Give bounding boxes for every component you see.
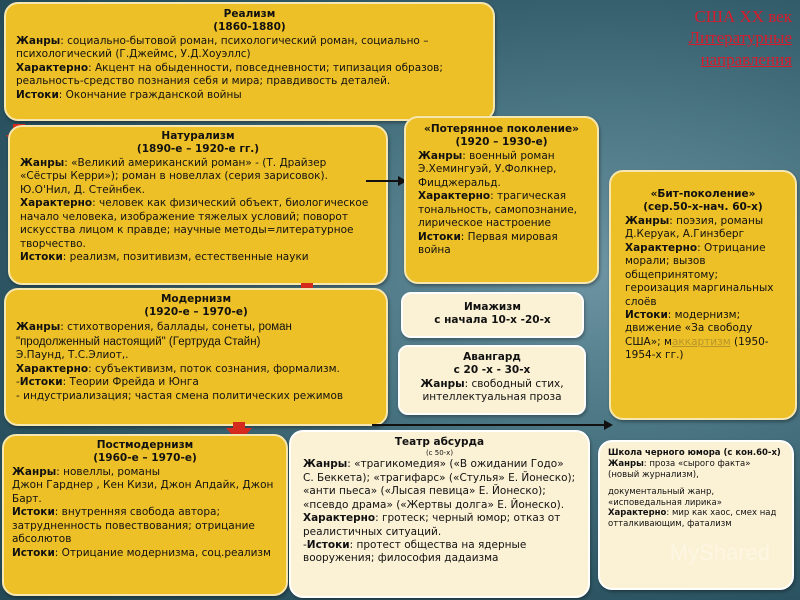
black-humor-box [598,440,794,590]
modernism-genres: : стихотворения, баллады, сонеты, [60,320,256,333]
arrow-right-2-line [372,424,606,426]
black-humor-title: Школа черного юмора (с кон.60-х) [608,448,781,458]
label-sources: Истоки [12,506,55,519]
postmodernism-sources: : Отрицание модернизма, соц.реализм [54,546,271,559]
watermark-logo: MyShared [669,540,770,565]
modernism-title: Модернизм [160,293,232,305]
label-genres: Жанры [20,156,65,169]
beat-traits: : Отрицание морали; вызов общепринятому; героизация маргинальных слоёв [625,241,774,308]
absurd-genres: : «трагикомедия» («В ожидании Годо» С. Беккета); «трагифарс» («Стулья» Е. Йонеско); «анти пьеса» («Лысая певица» Е. Йонеско); «псевдо драма» («Жертвы долга» Е. Йонеско). [303,458,576,511]
absurd-traits: : гротеск; черный юмор; отказ от реалистичных ситуаций. [303,512,561,538]
label-genres: Жанры [608,458,644,469]
slide-title-line2: Литературные [688,28,792,48]
label-sources: Истоки [16,88,59,101]
label-genres: Жанры [16,34,61,47]
modernism-traits: : субъективизм, поток сознания, формализм. [88,362,340,375]
lost-generation-box [404,116,599,284]
black-humor-traits: : мир как хаос, смех над отталкивающим, фатализм [608,508,777,530]
avantgarde-years: с 20 -х - 30-х [453,364,531,377]
label-traits: Характерно [16,362,89,375]
realism-box [4,2,495,121]
naturalism-years: (1890-е – 1920-е гг.) [136,143,260,156]
postmodernism-box [2,434,288,596]
label-traits: Характерно [608,508,667,519]
absurd-title: Театр абсурда [394,436,485,448]
avantgarde-title: Авангард [463,351,521,363]
absurd-sources: : протест общества на ядерные вооружения; философия дадаизма [303,539,527,565]
naturalism-box [8,125,388,285]
realism-years: (1860-1880) [213,21,286,34]
beat-sources-a: : модернизм; движение «За свободу США»; м [625,308,753,348]
label-genres: Жанры [420,377,465,390]
lost-generation-genres: : военный роман Э.Хемингуэй, У.Фолкнер, Фицджеральд. [418,149,557,189]
modernism-extra: - индустриализация; частая смена политических режимов [16,389,344,402]
label-sources: Истоки [19,376,63,389]
imagism-years: с начала 10-х -20-х [434,314,551,327]
black-humor-genres: : проза «сырого факта» (новый журнализм), [608,458,751,480]
black-humor-line2: документальный жанр, «исповедальная лирика» [608,486,722,508]
beat-sources-b: (1950-1954-х гг.) [625,335,769,362]
label-sources: Истоки [20,250,63,263]
postmodernism-years: (1960-е – 1970-е) [93,452,197,465]
naturalism-genres: : «Великий американский роман» - (Т. Драйзер «Сёстры Керри»); роман в новеллах (серия зарисовок). Ю.О'Нил, Д. Стейнбек. [20,156,328,196]
label-traits: Характерно [418,190,491,203]
avantgarde-genres: : свободный стих, интеллектуальная проза [422,377,564,404]
label-genres: Жанры [418,149,463,162]
modernism-sources: : Теории Фрейда и Юнга [62,376,199,389]
label-genres: Жанры [625,214,670,227]
label-traits: Характерно [20,197,93,210]
postmodernism-genres: : новеллы, романы [56,465,161,478]
absurd-box: Театр абсурда (с 50-х) Жанры: «трагикомедия» («В ожидании Годо» С. Беккета); «трагифарс» («Стулья» Е. Йонеско); «анти пьеса» («Лысая певица» Е. Йонеско); «псевдо драма» («Жертвы долга» Е. Йонеско). Характерно: гротеск; черный юмор; отказ от реалистичных ситуаций. -Истоки: протест общества на ядерные вооружения; философия дадаизма [289,430,590,598]
realism-traits: : Акцент на обыденности, повседневности; типизация образов; реальность-средство познания себя и мира; правдивость деталей. [16,61,443,88]
lost-generation-years: (1920 – 1930-е) [455,136,548,149]
label-traits: Характерно [625,241,698,254]
lost-generation-title: «Потерянное поколение» [424,123,579,135]
postmodernism-authors: Джон Гарднер , Кен Кизи, Джон Апдайк, Джон Барт. [12,479,274,505]
label-sources: Истоки [418,230,461,243]
label-traits: Характерно [16,61,89,74]
naturalism-title: Натурализм [161,130,235,142]
slide-title-line1: США XX век [694,7,792,26]
label-traits: Характерно [303,512,376,525]
label-sources: Истоки [625,308,668,321]
mccarthyism-link[interactable]: аккартизм [671,335,731,348]
label-genres: Жанры [12,465,57,478]
label-genres: Жанры [303,458,348,471]
naturalism-traits: : человек как физический объект, биологическое начало человека, изображение тяжелых условий; поворот искусства лицом к правде; научные методы=литературное творчество. [20,197,369,250]
label-sources: Истоки [12,546,55,559]
lost-generation-traits: : трагическая тональность, самопознание, лирическое настроение [418,190,577,230]
label-genres: Жанры [16,320,61,333]
imagism-box [401,292,584,338]
modernism-years: (1920-е – 1970-е) [144,306,248,319]
arrow-right-1-line [366,180,400,182]
modernism-genres-extra: роман "продолженный настоящий" (Гертруда Стайн) [16,320,292,348]
modernism-box: Модернизм (1920-е – 1970-е) Жанры: стихотворения, баллады, сонеты, роман "продолженный настоящий" (Гертруда Стайн) Э.Паунд, Т.С.Элиот,. Характерно: субъективизм, поток сознания, формализм. -Истоки: Теории Фрейда и Юнга - индустриализация; частая смена политических режимов [4,288,388,426]
postmodernism-traits: : внутренняя свобода автора; затрудненность повествования; отрицание абсолютов [12,506,255,546]
beat-years: (сер.50-х-нач. 60-х) [643,201,763,214]
realism-genres: : социально-бытовой роман, психологический роман, социально – психологический (Г.Джеймс, У.Д.Хоуэллс) [16,34,429,61]
beat-generation-box [609,170,797,420]
imagism-title: Имажизм [464,301,521,313]
slide-title [689,6,792,70]
label-sources: Истоки [306,539,350,552]
avantgarde-box [398,345,586,415]
beat-title: «Бит-поколение» [650,188,756,200]
absurd-years: (с 50-х) [425,449,454,458]
postmodernism-title: Постмодернизм [96,439,194,451]
modernism-authors: Э.Паунд, Т.С.Элиот,. [16,349,129,362]
realism-sources: : Окончание гражданской войны [58,88,242,101]
arrow-right-2-head [604,420,613,430]
naturalism-sources: : реализм, позитивизм, естественные науки [62,250,309,263]
realism-title: Реализм [223,8,276,20]
lost-generation-sources: : Первая мировая война [418,230,558,256]
beat-genres: : поэзия, романы Д.Керуак, А.Гинзберг [625,214,764,241]
slide-title-line3: направления [700,49,792,69]
